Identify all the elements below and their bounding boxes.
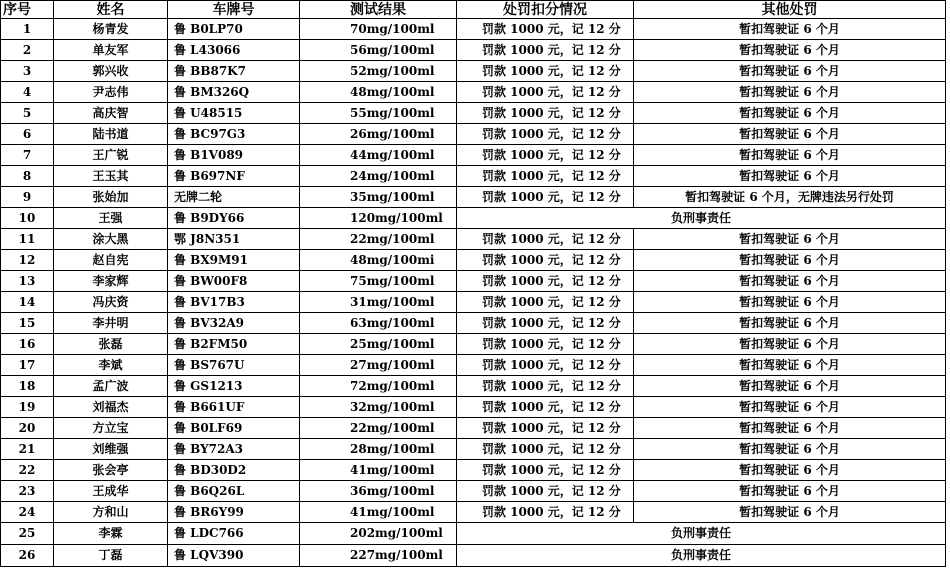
cell-plate: 鲁 BR6Y99: [168, 502, 300, 523]
cell-penalty: 罚款 1000 元，记 12 分: [457, 376, 634, 397]
cell-name: 刘福杰: [54, 397, 168, 418]
table-row: [1, 145, 946, 166]
cell-name: 方立宝: [54, 418, 168, 439]
table-row: [1, 208, 946, 229]
cell-penalty: 罚款 1000 元，记 12 分: [457, 187, 634, 208]
other-penalty-text: 暂扣驾驶证 6 个月: [739, 63, 840, 78]
cell-other-penalty: [634, 229, 946, 250]
cell-penalty: 罚款 1000 元，记 12 分: [457, 313, 634, 334]
cell-serial-no: 10: [1, 208, 54, 229]
cell-penalty: 罚款 1000 元，记 12 分: [457, 439, 634, 460]
cell-plate: 鲁 U48515: [168, 103, 300, 124]
cell-name: 杨青发: [54, 19, 168, 40]
other-penalty-text: 暂扣驾驶证 6 个月，无牌违法另行处罚: [685, 189, 894, 204]
cell-test-result: 70mg/100ml: [300, 19, 457, 40]
cell-other-penalty: [634, 418, 946, 439]
cell-serial-no: 6: [1, 124, 54, 145]
cell-test-result: 31mg/100ml: [300, 292, 457, 313]
cell-name: 李斌: [54, 355, 168, 376]
cell-test-result: 25mg/100ml: [300, 334, 457, 355]
header-other-penalty: 其他处罚: [634, 1, 946, 19]
table-row: [1, 460, 946, 481]
cell-other-penalty: [634, 334, 946, 355]
cell-penalty: 罚款 1000 元，记 12 分: [457, 40, 634, 61]
cell-test-result: 56mg/100ml: [300, 40, 457, 61]
cell-test-result: 48mg/100ml: [300, 82, 457, 103]
cell-name: 王广锐: [54, 145, 168, 166]
other-penalty-text: 暂扣驾驶证 6 个月: [739, 231, 840, 246]
other-penalty-text: 暂扣驾驶证 6 个月: [739, 441, 840, 456]
cell-test-result: 120mg/100ml: [300, 208, 457, 229]
cell-other-penalty: [634, 460, 946, 481]
table-row: [1, 229, 946, 250]
cell-serial-no: 17: [1, 355, 54, 376]
cell-penalty: 罚款 1000 元，记 12 分: [457, 145, 634, 166]
cell-plate: 鲁 LQV390: [168, 545, 300, 567]
cell-test-result: 28mg/100ml: [300, 439, 457, 460]
cell-penalty: 罚款 1000 元，记 12 分: [457, 250, 634, 271]
table-row: [1, 40, 946, 61]
cell-test-result: 48mg/100mi: [300, 250, 457, 271]
cell-serial-no: 13: [1, 271, 54, 292]
cell-test-result: 75mg/100ml: [300, 271, 457, 292]
other-penalty-text: 暂扣驾驶证 6 个月: [739, 105, 840, 120]
cell-plate: 鲁 B9DY66: [168, 208, 300, 229]
cell-plate: 鲁 GS1213: [168, 376, 300, 397]
cell-other-penalty: [457, 523, 946, 545]
other-penalty-text: 负刑事责任: [670, 210, 731, 225]
table-row: [1, 334, 946, 355]
cell-plate: 鲁 B2FM50: [168, 334, 300, 355]
cell-name: 张磊: [54, 334, 168, 355]
cell-serial-no: 25: [1, 523, 54, 545]
cell-other-penalty: [634, 481, 946, 502]
cell-test-result: 52mg/100ml: [300, 61, 457, 82]
cell-test-result: 41mg/100ml: [300, 502, 457, 523]
cell-plate: 鲁 BD30D2: [168, 460, 300, 481]
cell-other-penalty: [634, 19, 946, 40]
table-row: [1, 82, 946, 103]
cell-test-result: 32mg/100ml: [300, 397, 457, 418]
cell-serial-no: 26: [1, 545, 54, 567]
cell-test-result: 44mg/100ml: [300, 145, 457, 166]
table-row: [1, 61, 946, 82]
header-row: [1, 1, 946, 19]
cell-name: 王玉其: [54, 166, 168, 187]
table-row: [1, 523, 946, 545]
cell-other-penalty: [634, 292, 946, 313]
cell-other-penalty: [634, 397, 946, 418]
cell-serial-no: 7: [1, 145, 54, 166]
cell-test-result: 41mg/100ml: [300, 460, 457, 481]
cell-test-result: 55mg/100ml: [300, 103, 457, 124]
cell-test-result: 202mg/100ml: [300, 523, 457, 545]
table-row: [1, 355, 946, 376]
cell-test-result: 22mg/100ml: [300, 418, 457, 439]
table-row: [1, 313, 946, 334]
cell-serial-no: 16: [1, 334, 54, 355]
cell-penalty: 罚款 1000 元，记 12 分: [457, 334, 634, 355]
cell-serial-no: 21: [1, 439, 54, 460]
cell-penalty: 罚款 1000 元，记 12 分: [457, 61, 634, 82]
cell-name: 张会亭: [54, 460, 168, 481]
cell-name: 李霖: [54, 523, 168, 545]
table-row: [1, 418, 946, 439]
cell-penalty: 罚款 1000 元，记 12 分: [457, 124, 634, 145]
cell-penalty: 罚款 1000 元，记 12 分: [457, 166, 634, 187]
cell-other-penalty: [634, 124, 946, 145]
cell-penalty: 罚款 1000 元，记 12 分: [457, 460, 634, 481]
cell-name: 王成华: [54, 481, 168, 502]
cell-serial-no: 9: [1, 187, 54, 208]
cell-test-result: 72mg/100ml: [300, 376, 457, 397]
header-test-result: 测试结果: [300, 1, 457, 19]
cell-name: 孟广波: [54, 376, 168, 397]
other-penalty-text: 负刑事责任: [670, 548, 731, 562]
header-plate: 车牌号: [168, 1, 300, 19]
other-penalty-text: 暂扣驾驶证 6 个月: [739, 336, 840, 351]
cell-test-result: 26mg/100ml: [300, 124, 457, 145]
header-penalty: 处罚扣分情况: [457, 1, 634, 19]
cell-plate: 鲁 B697NF: [168, 166, 300, 187]
table-row: [1, 124, 946, 145]
cell-name: 丁磊: [54, 545, 168, 567]
cell-serial-no: 1: [1, 19, 54, 40]
cell-penalty: 罚款 1000 元，记 12 分: [457, 355, 634, 376]
other-penalty-text: 暂扣驾驶证 6 个月: [739, 357, 840, 372]
other-penalty-text: 暂扣驾驶证 6 个月: [739, 168, 840, 183]
table-row: [1, 19, 946, 40]
text-cursor: [945, 60, 946, 80]
cell-penalty: 罚款 1000 元，记 12 分: [457, 481, 634, 502]
cell-test-result: 22mg/100ml: [300, 229, 457, 250]
table-row: [1, 103, 946, 124]
cell-penalty: 罚款 1000 元，记 12 分: [457, 271, 634, 292]
cell-name: 郭兴收: [54, 61, 168, 82]
cell-name: 刘维强: [54, 439, 168, 460]
cell-plate: 鲁 BS767U: [168, 355, 300, 376]
cell-penalty: 罚款 1000 元，记 12 分: [457, 19, 634, 40]
cell-plate: 鲁 B661UF: [168, 397, 300, 418]
cell-plate: 鲁 BC97G3: [168, 124, 300, 145]
cell-plate: 鲁 BM326Q: [168, 82, 300, 103]
cell-other-penalty: [457, 208, 946, 229]
cell-other-penalty: [634, 313, 946, 334]
other-penalty-text: 暂扣驾驶证 6 个月: [739, 147, 840, 162]
cell-serial-no: 11: [1, 229, 54, 250]
header-name: 姓名: [54, 1, 168, 19]
other-penalty-text: 暂扣驾驶证 6 个月: [739, 399, 840, 414]
cell-serial-no: 22: [1, 460, 54, 481]
table-row: [1, 376, 946, 397]
cell-penalty: 罚款 1000 元，记 12 分: [457, 103, 634, 124]
header-serial-no: 序号: [1, 1, 54, 19]
table-row: [1, 271, 946, 292]
table-row: [1, 545, 946, 567]
other-penalty-text: 暂扣驾驶证 6 个月: [739, 84, 840, 99]
cell-plate: 鲁 BV17B3: [168, 292, 300, 313]
cell-serial-no: 4: [1, 82, 54, 103]
cell-name: 陆书道: [54, 124, 168, 145]
cell-plate: 鲁 L43066: [168, 40, 300, 61]
cell-serial-no: 2: [1, 40, 54, 61]
cell-penalty: 罚款 1000 元，记 12 分: [457, 418, 634, 439]
cell-test-result: 36mg/100ml: [300, 481, 457, 502]
cell-plate: 鲁 B1V089: [168, 145, 300, 166]
cell-penalty: 罚款 1000 元，记 12 分: [457, 229, 634, 250]
cell-name: 李井明: [54, 313, 168, 334]
other-penalty-text: 暂扣驾驶证 6 个月: [739, 294, 840, 309]
cell-other-penalty: [634, 61, 946, 82]
cell-serial-no: 12: [1, 250, 54, 271]
cell-serial-no: 3: [1, 61, 54, 82]
cell-other-penalty: [634, 187, 946, 208]
cell-plate: 无牌二轮: [168, 187, 300, 208]
cell-name: 冯庆资: [54, 292, 168, 313]
cell-plate: 鲁 BX9M91: [168, 250, 300, 271]
table-body: [1, 19, 946, 567]
cell-serial-no: 14: [1, 292, 54, 313]
cell-name: 王强: [54, 208, 168, 229]
cell-serial-no: 20: [1, 418, 54, 439]
cell-other-penalty: [634, 145, 946, 166]
cell-name: 涂大黑: [54, 229, 168, 250]
other-penalty-text: 负刑事责任: [670, 526, 731, 540]
cell-other-penalty: [634, 250, 946, 271]
cell-penalty: 罚款 1000 元，记 12 分: [457, 397, 634, 418]
cell-plate: 鲁 BV32A9: [168, 313, 300, 334]
cell-name: 尹志伟: [54, 82, 168, 103]
cell-other-penalty: [457, 545, 946, 567]
other-penalty-text: 暂扣驾驶证 6 个月: [739, 462, 840, 477]
other-penalty-text: 暂扣驾驶证 6 个月: [739, 21, 840, 36]
table-row: [1, 166, 946, 187]
cell-plate: 鲁 B0LP70: [168, 19, 300, 40]
cell-other-penalty: [634, 271, 946, 292]
cell-other-penalty: [634, 502, 946, 523]
cell-other-penalty: [634, 355, 946, 376]
cell-test-result: 227mg/100ml: [300, 545, 457, 567]
cell-penalty: 罚款 1000 元，记 12 分: [457, 502, 634, 523]
cell-other-penalty: [634, 166, 946, 187]
other-penalty-text: 暂扣驾驶证 6 个月: [739, 483, 840, 498]
cell-test-result: 27mg/100ml: [300, 355, 457, 376]
cell-serial-no: 19: [1, 397, 54, 418]
other-penalty-text: 暂扣驾驶证 6 个月: [739, 126, 840, 141]
cell-plate: 鄂 J8N351: [168, 229, 300, 250]
table-row: [1, 187, 946, 208]
cell-penalty: 罚款 1000 元，记 12 分: [457, 82, 634, 103]
cell-name: 高庆智: [54, 103, 168, 124]
other-penalty-text: 暂扣驾驶证 6 个月: [739, 504, 840, 519]
cell-name: 方和山: [54, 502, 168, 523]
table-row: [1, 481, 946, 502]
cell-name: 张始加: [54, 187, 168, 208]
cell-serial-no: 18: [1, 376, 54, 397]
cell-other-penalty: [634, 40, 946, 61]
cell-name: 赵自宪: [54, 250, 168, 271]
table-row: [1, 292, 946, 313]
other-penalty-text: 暂扣驾驶证 6 个月: [739, 315, 840, 330]
cell-serial-no: 15: [1, 313, 54, 334]
cell-serial-no: 23: [1, 481, 54, 502]
cell-other-penalty: [634, 82, 946, 103]
table-row: [1, 502, 946, 523]
cell-plate: 鲁 BY72A3: [168, 439, 300, 460]
cell-plate: 鲁 B6Q26L: [168, 481, 300, 502]
cell-plate: 鲁 B0LF69: [168, 418, 300, 439]
cell-test-result: 35mg/100ml: [300, 187, 457, 208]
cell-serial-no: 24: [1, 502, 54, 523]
cell-name: 李家辉: [54, 271, 168, 292]
cell-name: 单友军: [54, 40, 168, 61]
other-penalty-text: 暂扣驾驶证 6 个月: [739, 420, 840, 435]
cell-plate: 鲁 BB87K7: [168, 61, 300, 82]
cell-other-penalty: [634, 376, 946, 397]
table-row: [1, 397, 946, 418]
cell-other-penalty: [634, 439, 946, 460]
cell-test-result: 24mg/100ml: [300, 166, 457, 187]
cell-plate: 鲁 LDC766: [168, 523, 300, 545]
table-row: [1, 250, 946, 271]
other-penalty-text: 暂扣驾驶证 6 个月: [739, 378, 840, 393]
cell-serial-no: 5: [1, 103, 54, 124]
cell-plate: 鲁 BW00F8: [168, 271, 300, 292]
other-penalty-text: 暂扣驾驶证 6 个月: [739, 273, 840, 288]
other-penalty-text: 暂扣驾驶证 6 个月: [739, 252, 840, 267]
other-penalty-text: 暂扣驾驶证 6 个月: [739, 42, 840, 57]
cell-other-penalty: [634, 103, 946, 124]
table-row: [1, 439, 946, 460]
cell-serial-no: 8: [1, 166, 54, 187]
cell-penalty: 罚款 1000 元，记 12 分: [457, 292, 634, 313]
cell-test-result: 63mg/100ml: [300, 313, 457, 334]
